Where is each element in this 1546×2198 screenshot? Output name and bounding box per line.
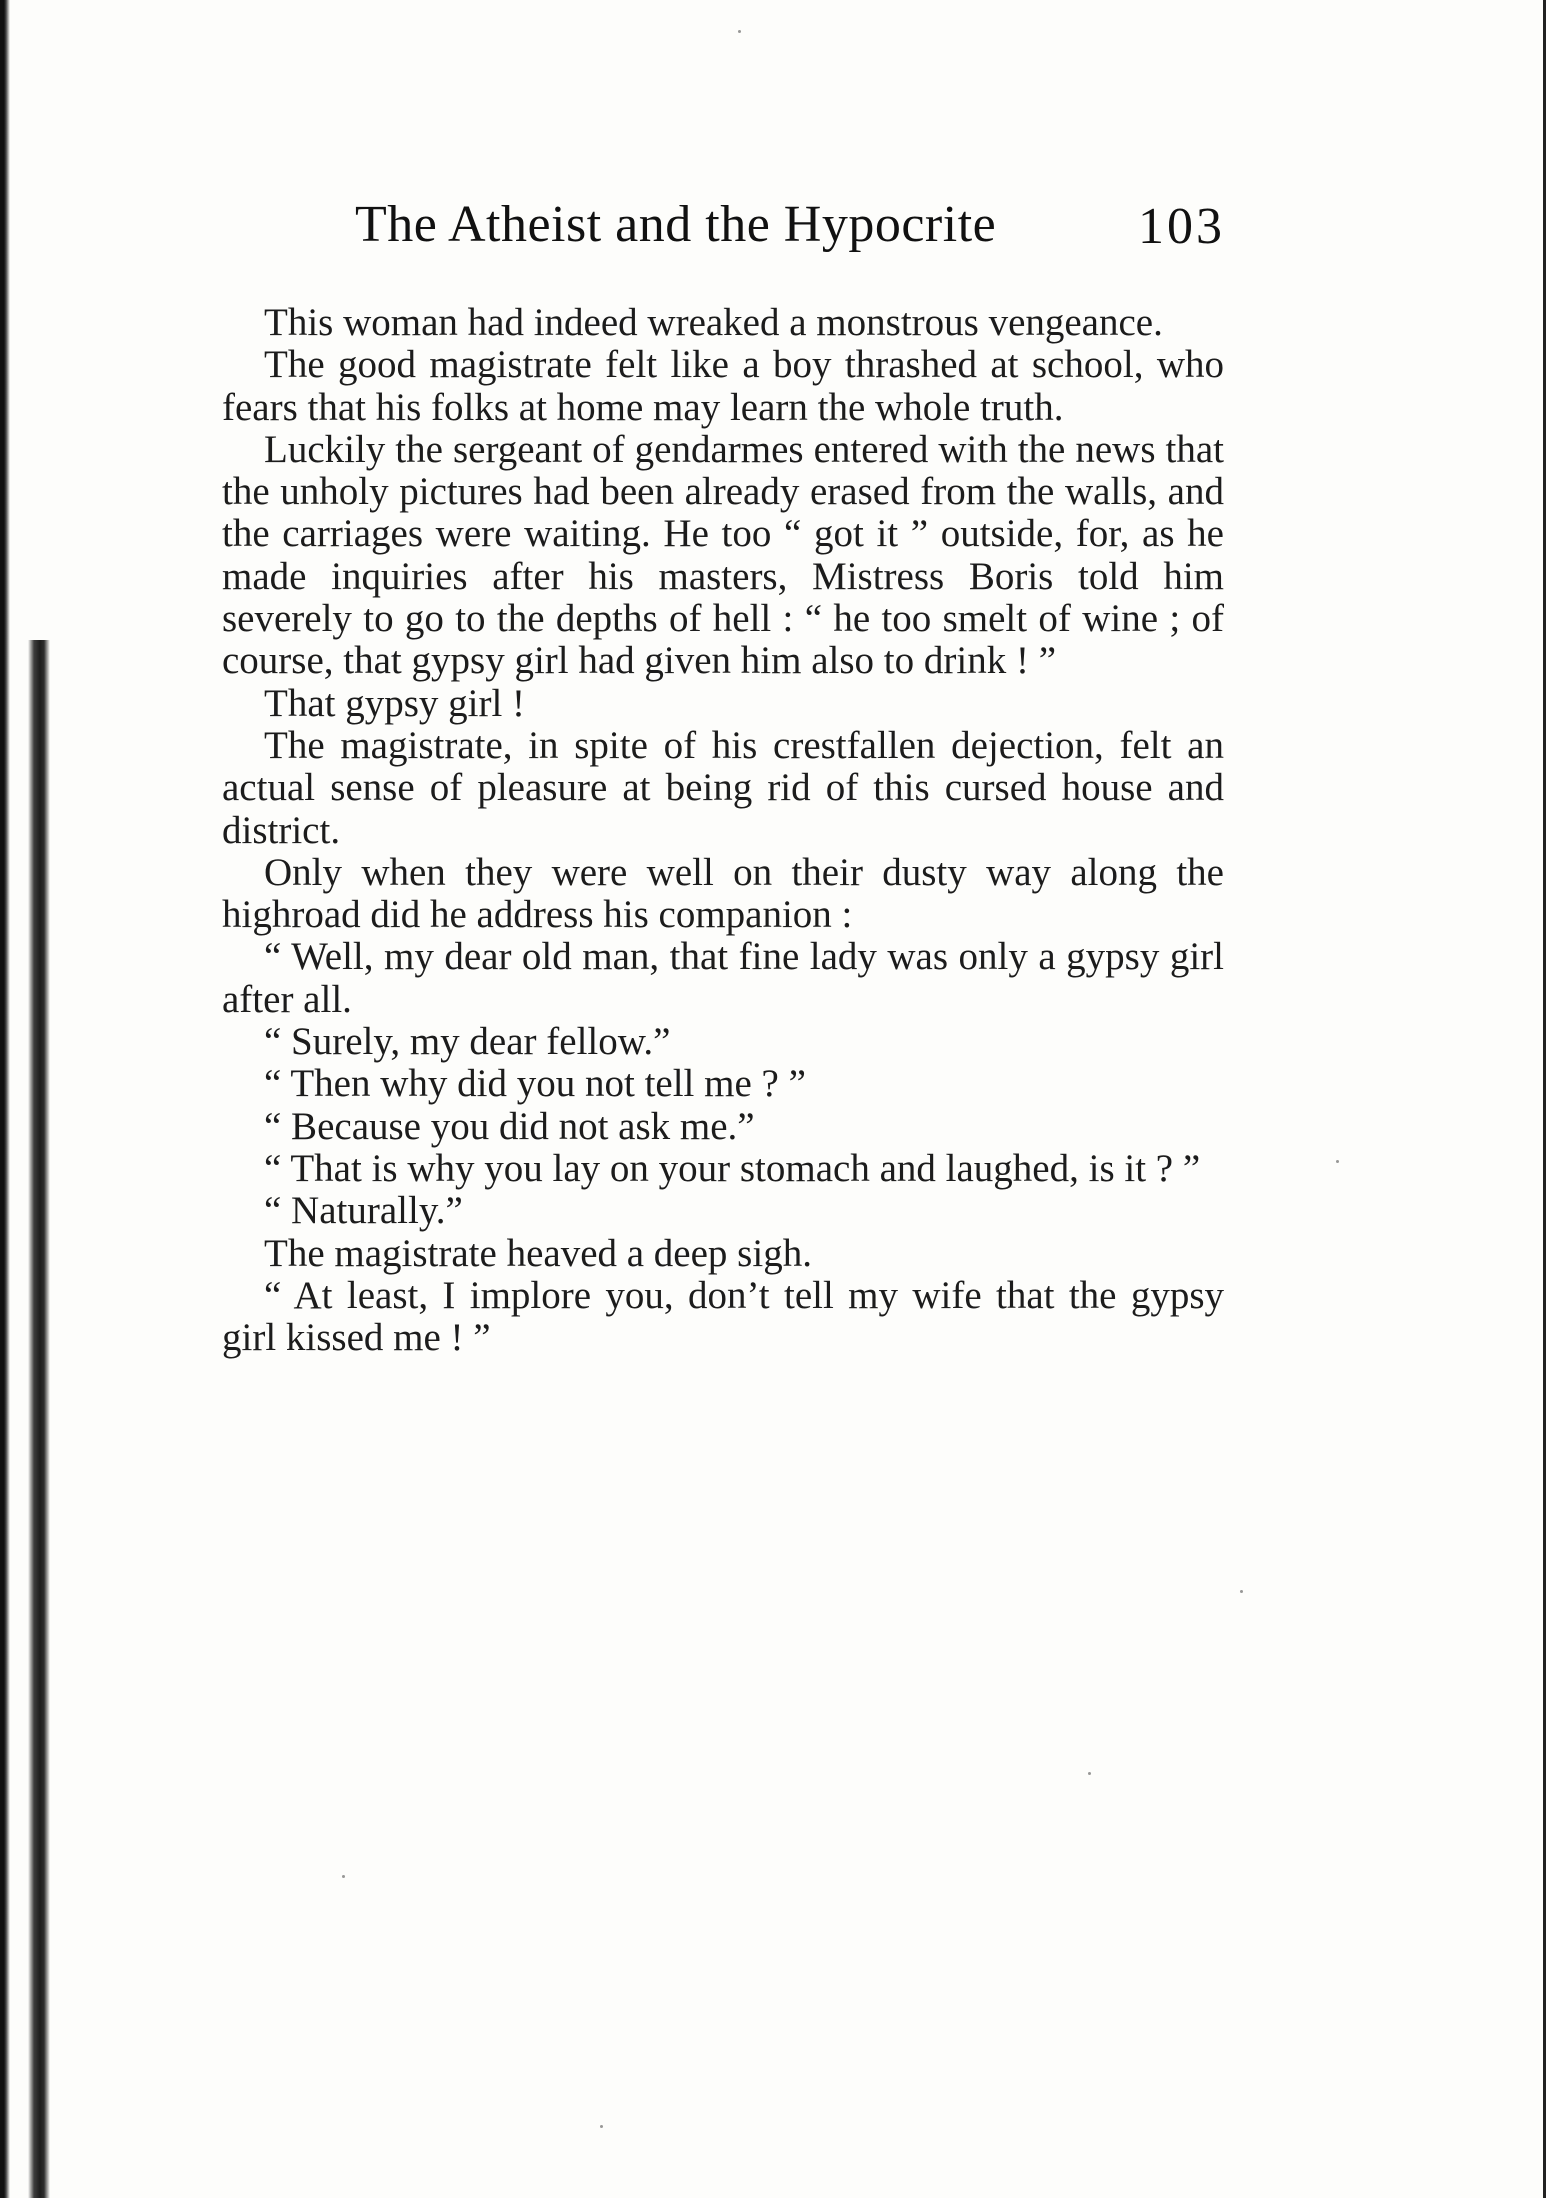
scan-speck (1240, 1590, 1243, 1593)
paragraph: “ Because you did not ask me.” (264, 1104, 755, 1148)
paragraph: “ Surely, my dear fellow.” (264, 1020, 671, 1064)
running-head-title: The Atheist and the Hypocrite (355, 196, 997, 253)
scan-speck (342, 1875, 345, 1878)
running-head (225, 195, 1225, 265)
binding-edge-shadow (0, 0, 10, 2198)
scan-speck (1336, 1160, 1339, 1163)
paragraph: “ Naturally.” (264, 1189, 463, 1233)
scan-speck (1088, 1772, 1091, 1775)
body-text (222, 302, 1224, 1359)
paragraph: This woman had indeed wreaked a monstrous vengeance. (264, 301, 1163, 344)
paragraph: “ Then why did you not tell me ? ” (264, 1062, 806, 1106)
paragraph: “ Well, my dear old man, that fine lady was only a gypsy girl after all. (222, 935, 1224, 1021)
paragraph: The magistrate heaved a deep sigh. (264, 1231, 812, 1275)
paragraph: Only when they were well on their dusty way along the highroad did he address his companion : (222, 850, 1224, 937)
paragraph: Luckily the sergeant of gendarmes entered with the news that the unholy pictures had been already erased from the walls, and the carriages were waiting. He too “ got it ” outside, for, as he made inquiries after his masters, Mistress Boris told him severely to go to the depths of hell : “ he too smelt of wine ; of course, that gypsy girl had given him also to drink ! ” (222, 427, 1224, 683)
page-number: 103 (1138, 198, 1225, 255)
paragraph: The magistrate, in spite of his crestfallen dejection, felt an actual sense of pleasure at being rid of this cursed house and district. (222, 723, 1224, 852)
paragraph: “ At least, I implore you, don’t tell my wife that the gypsy girl kissed me ! ” (222, 1273, 1224, 1360)
paragraph: That gypsy girl ! (264, 681, 526, 725)
scan-speck (738, 30, 741, 33)
scan-speck (600, 2125, 603, 2128)
binding-gutter-shadow (28, 640, 50, 2198)
paragraph: The good magistrate felt like a boy thrashed at school, who fears that his folks at home may learn the whole truth. (222, 343, 1224, 429)
paragraph: “ That is why you lay on your stomach and laughed, is it ? ” (264, 1146, 1201, 1190)
